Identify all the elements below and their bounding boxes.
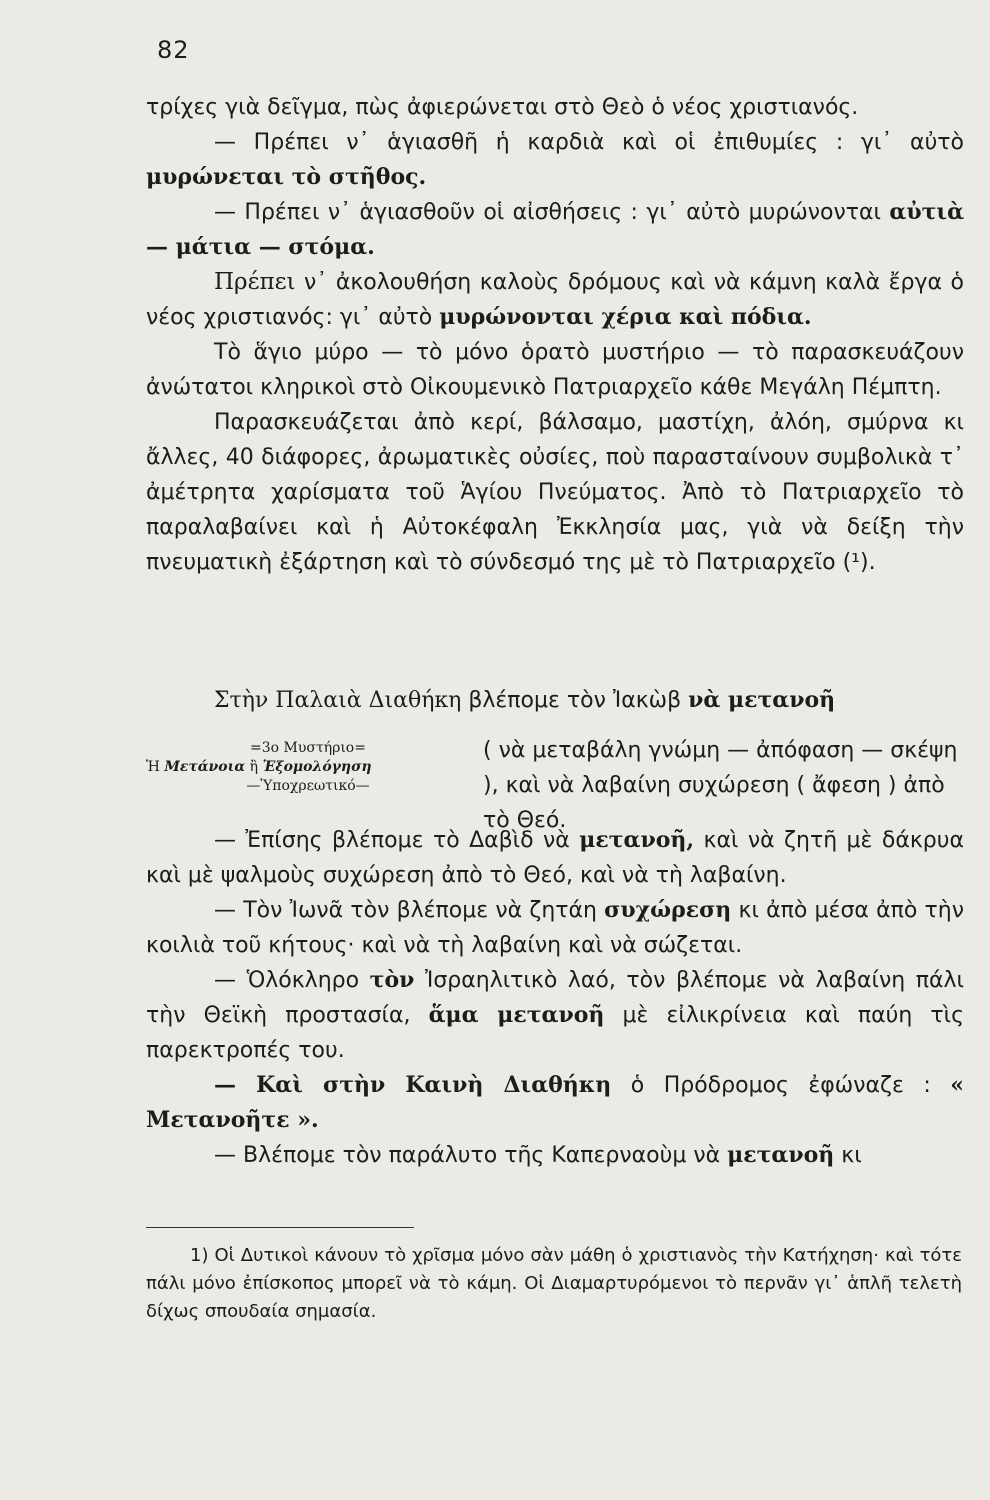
old-testament-heading [146, 683, 964, 718]
side-note: =3ο Μυστήριο= Ἡ Μετάνοια ἢ Ἐξομολόγηση —Ὑποχρεωτικό— [146, 740, 372, 794]
paragraph: Τὸ ἅγιο μύρο — τὸ μόνο ὁρατὸ μυστήριο — τὸ παρασκευάζουν ἀνώτατοι κληρικοὶ στὸ Οἰκουμενικὸ Πατριαρχεῖο κάθε Μεγάλη Πέμπτη. [146, 340, 964, 400]
paragraph: Παρασκευάζεται ἀπὸ κερί, βάλσαμο, μαστίχη, ἀλόη, σμύρνα κι ἄλλες, 40 διάφορες, ἀρωματικὲς οὐσίες, ποὺ παρασταίνουν συμβολικὰ τ᾽ ἀμέτρητα χαρίσματα τοῦ Ἁγίου Πνεύματος. Ἀπὸ τὸ Πατριαρχεῖο τὸ παραλαβαίνει καὶ ἡ Αὐτοκέφαλη Ἐκκλησία μας, γιὰ νὰ δείξη τὴν πνευματικὴ ἐξάρτηση καὶ τὸ σύνδεσμό της μὲ τὸ Πατριαρχεῖο (¹). [146, 410, 964, 575]
mystery-definition: ( νὰ μεταβάλη γνώμη — ἀπόφαση — σκέψη ), καὶ νὰ λαβαίνη συχώρεση ( ἄφεση ) ἀπὸ τὸ Θεό. [483, 738, 958, 833]
paragraph: Στὴν Παλαιὰ Διαθήκη βλέπομε τὸν Ἰακὼβ νὰ μετανοῆ [214, 687, 836, 713]
paragraph: τρίχες γιὰ δεῖγμα, πὼς ἀφιερώνεται στὸ Θεὸ ὁ νέος χριστιανός. [146, 95, 859, 120]
footnote: 1) Οἱ Δυτικοὶ κάνουν τὸ χρῖσμα μόνο σὰν μάθη ὁ χριστιανὸς τὴν Κατήχηση· καὶ τότε πάλι μόνο ἐπίσκοπος μπορεῖ νὰ τὸ κάμη. Οἱ Διαμαρτυρόμενοι τὸ περνᾶν γι᾽ ἁπλῆ τελετὴ δίχως σπουδαία σημασία. [146, 1245, 962, 1322]
paragraph: — Βλέπομε τὸν παράλυτο τῆς Καπερναοὺμ νὰ μετανοῆ κι [214, 1142, 862, 1168]
paragraph: — Τὸν Ἰωνᾶ τὸν βλέπομε νὰ ζητάη συχώρεση κι ἀπὸ μέσα ἀπὸ τὴν κοιλιὰ τοῦ κήτους· καὶ νὰ τὴ λαβαίνη καὶ νὰ σώζεται. [146, 897, 964, 958]
paragraph: — Πρέπει ν᾽ ἁγιασθοῦν οἱ αἰσθήσεις : γι᾽ αὐτὸ μυρώνονται αὐτιὰ — μάτια — στόμα. [146, 199, 964, 260]
page-number: 82 [157, 36, 190, 64]
chrismation-text [146, 90, 964, 580]
paragraph: — Πρέπει ν᾽ ἁγιασθῆ ἡ καρδιὰ καὶ οἱ ἐπιθυμίες : γι᾽ αὐτὸ μυρώνεται τὸ στῆθος. [146, 130, 964, 190]
paragraph: — Ὁλόκληρο τὸν Ἰσραηλιτικὸ λαό, τὸν βλέπομε νὰ λαβαίνη πάλι τὴν Θεϊκὴ προστασία, ἅμα μετανοῆ μὲ εἰλικρίνεια καὶ παύη τὶς παρεκτροπές του. [146, 967, 964, 1063]
repentance-text [146, 823, 964, 1173]
footnote-divider [146, 1227, 414, 1228]
paragraph: — Ἐπίσης βλέπομε τὸ Δαβὶδ νὰ μετανοῆ, καὶ νὰ ζητῆ μὲ δάκρυα καὶ μὲ ψαλμοὺς συχώρεση ἀπὸ τὸ Θεό, καὶ νὰ τὴ λαβαίνη. [146, 827, 964, 888]
paragraph: — Καὶ στὴν Καινὴ Διαθήκη ὁ Πρόδρομος ἐφώναζε : « Μετανοῆτε ». [146, 1072, 965, 1133]
paragraph: Πρέπει ν᾽ ἀκολουθήση καλοὺς δρόμους καὶ νὰ κάμνη καλὰ ἔργα ὁ νέος χριστιανός: γι᾽ αὐτὸ μυρώνονται χέρια καὶ πόδια. [146, 269, 964, 330]
